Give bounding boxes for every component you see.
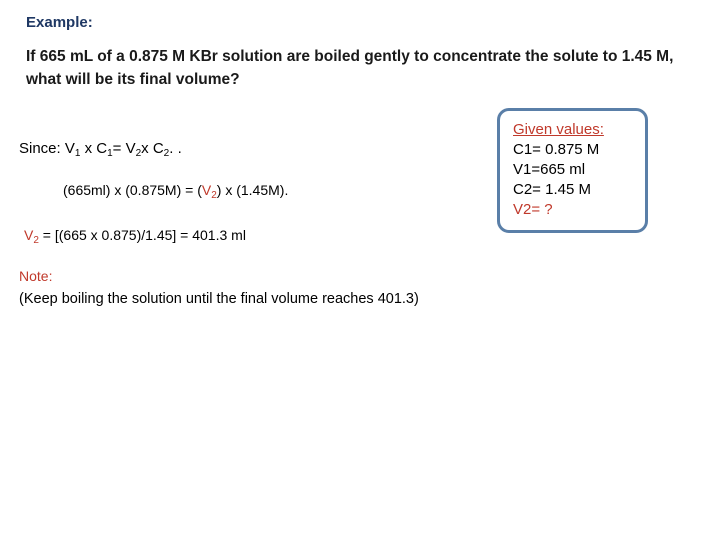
substitution-v: V — [201, 182, 212, 198]
substitution-part-2: ) x (1.45M). — [216, 182, 289, 198]
substitution-v-sub: 2 — [211, 190, 217, 201]
formula-line — [19, 140, 182, 159]
given-values-box — [497, 108, 648, 233]
formula-sub-3: 2 — [135, 148, 142, 159]
formula-x2: x C — [141, 140, 164, 157]
given-values-content — [513, 120, 604, 220]
formula-sub-1: 1 — [74, 148, 81, 159]
given-unknown-line: V2= ? — [513, 201, 553, 218]
result-line — [24, 227, 246, 246]
formula-x1: x C — [80, 140, 108, 157]
substitution-part-1: (665ml) x (0.875M) = ( — [63, 182, 202, 198]
given-value-line: C2= 1.45 M — [513, 181, 591, 198]
formula-sub-2: 1 — [107, 148, 113, 159]
note-text: (Keep boiling the solution until the final volume reaches 401.3) — [19, 291, 419, 307]
note-label: Note: — [19, 268, 53, 284]
given-value-line: V1=665 ml — [513, 161, 586, 178]
result-v: V — [24, 227, 34, 243]
formula-sub-4: 2 — [163, 148, 170, 159]
substitution-line — [63, 182, 288, 201]
given-values-title: Given values: — [513, 121, 604, 138]
formula-prefix: Since: V — [19, 140, 75, 157]
given-value-line: C1= 0.875 M — [513, 141, 600, 158]
result-v-sub: 2 — [33, 235, 39, 246]
result-rest: = [(665 x 0.875)/1.45] = 401.3 ml — [38, 227, 246, 243]
formula-eq: = V — [112, 140, 136, 157]
example-heading: Example: — [26, 14, 93, 31]
formula-end: . . — [169, 140, 182, 157]
problem-statement: If 665 mL of a 0.875 M KBr solution are boiled gently to concentrate the solute to 1.45 M, what will be its final volume? — [26, 48, 674, 88]
